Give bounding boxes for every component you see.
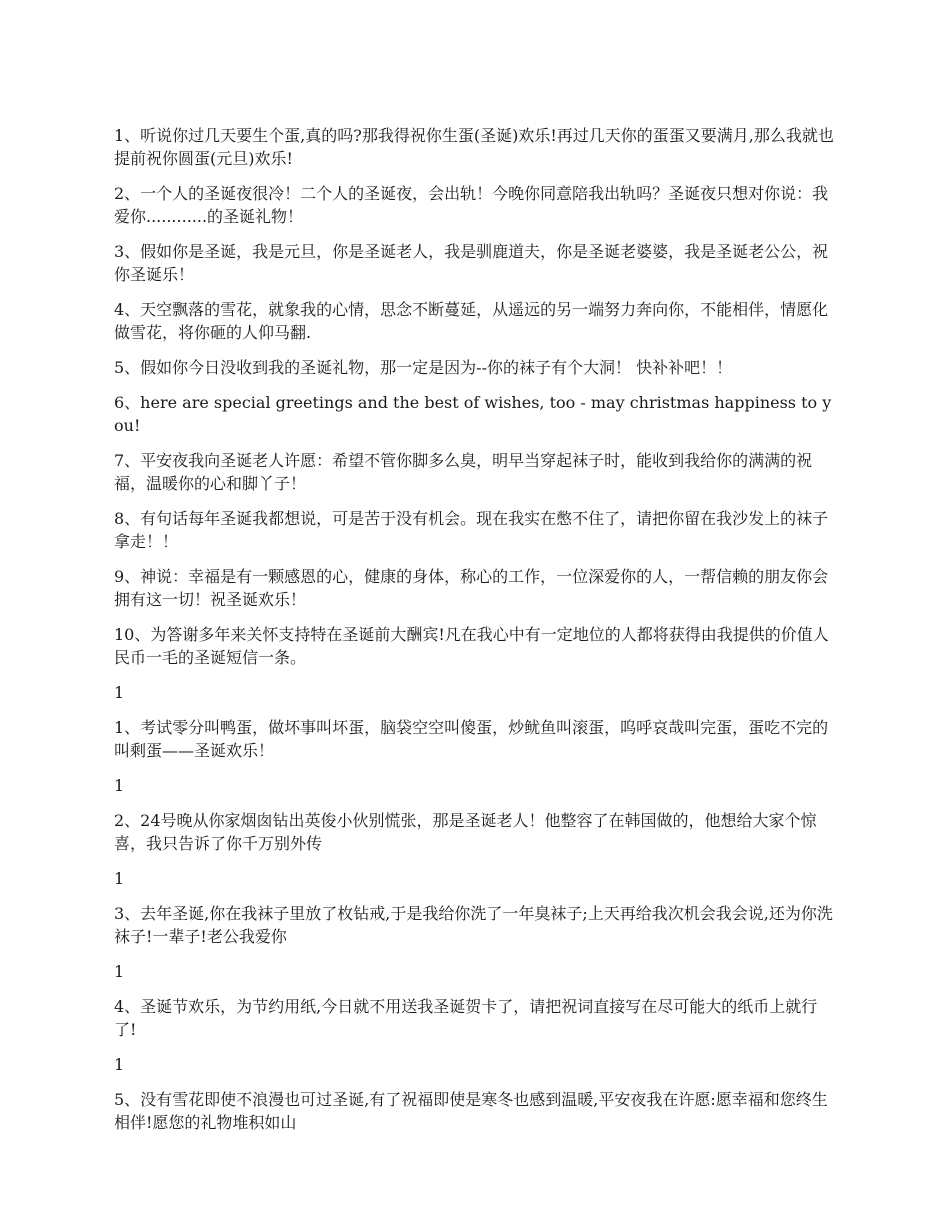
paragraph: 1、考试零分叫鸭蛋，做坏事叫坏蛋，脑袋空空叫傻蛋，炒鱿鱼叫滚蛋，呜呼哀哉叫完蛋，蛋吃不完的叫剩蛋——圣诞欢乐！ [114, 718, 829, 760]
paragraph: 10、为答谢多年来关怀支持特在圣诞前大酬宾!凡在我心中有一定地位的人都将获得由我提供的价值人民币一毛的圣诞短信一条。 [114, 625, 829, 667]
paragraph: 7、平安夜我向圣诞老人许愿：希望不管你脚多么臭，明早当穿起袜子时，能收到我给你的满满的祝福，温暖你的心和脚丫子！ [114, 451, 813, 493]
paragraph: 6、here are special greetings and the best of wishes, too - may christmas happiness to you! [114, 393, 832, 435]
paragraph-marker: 1 [114, 869, 125, 888]
paragraph: 1、听说你过几天要生个蛋,真的吗?那我得祝你生蛋(圣诞)欢乐!再过几天你的蛋蛋又要满月,那么我就也提前祝你圆蛋(元旦)欢乐! [114, 126, 834, 168]
paragraph: 4、圣诞节欢乐，为节约用纸,今日就不用送我圣诞贺卡了，请把祝词直接写在尽可能大的纸币上就行了! [114, 997, 818, 1039]
paragraph: 3、假如你是圣诞，我是元旦，你是圣诞老人，我是驯鹿道夫，你是圣诞老婆婆，我是圣诞老公公，祝你圣诞乐！ [114, 242, 829, 284]
paragraph: 5、假如你今日没收到我的圣诞礼物，那一定是因为--你的袜子有个大洞！ 快补补吧！！ [114, 358, 733, 377]
paragraph-marker: 1 [114, 683, 125, 702]
paragraph: 8、有句话每年圣诞我都想说，可是苦于没有机会。现在我实在憋不住了，请把你留在我沙发上的袜子拿走！！ [114, 509, 829, 551]
paragraph: 5、没有雪花即使不浪漫也可过圣诞,有了祝福即使是寒冬也感到温暖,平安夜我在许愿:愿幸福和您终生相伴!愿您的礼物堆积如山 [114, 1090, 828, 1132]
paragraph: 2、24号晚从你家烟囱钻出英俊小伙别慌张，那是圣诞老人！他整容了在韩国做的，他想给大家个惊喜，我只告诉了你千万别外传 [114, 811, 817, 853]
paragraph: 4、天空飘落的雪花，就象我的心情，思念不断蔓延，从遥远的另一端努力奔向你，不能相伴，情愿化做雪花，将你砸的人仰马翻. [114, 300, 829, 342]
paragraph: 3、去年圣诞,你在我袜子里放了枚钻戒,于是我给你洗了一年臭袜子;上天再给我次机会我会说,还为你洗袜子!一辈子!老公我爱你 [114, 904, 833, 946]
paragraph-marker: 1 [114, 1055, 125, 1074]
paragraph-marker: 1 [114, 962, 125, 981]
paragraph: 2、一个人的圣诞夜很冷！二个人的圣诞夜，会出轨！今晚你同意陪我出轨吗？圣诞夜只想对你说：我爱你............的圣诞礼物！ [114, 184, 829, 226]
paragraph: 9、神说：幸福是有一颗感恩的心，健康的身体，称心的工作，一位深爱你的人，一帮信赖的朋友你会拥有这一切！祝圣诞欢乐！ [114, 567, 829, 609]
paragraph-marker: 1 [114, 776, 125, 795]
document-page [114, 124, 838, 1146]
